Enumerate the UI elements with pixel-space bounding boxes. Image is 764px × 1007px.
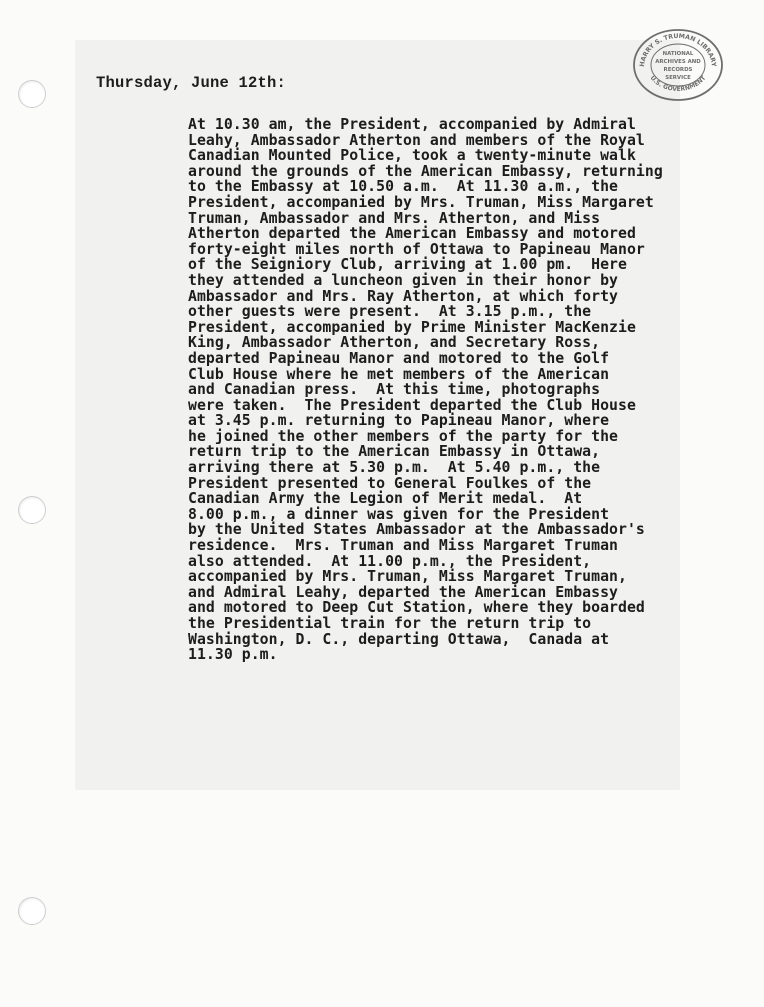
body-line: forty-eight miles north of Ottawa to Papineau Manor	[188, 240, 645, 258]
punch-hole-middle	[18, 496, 46, 524]
body-line: Canadian Army the Legion of Merit medal. At	[188, 490, 583, 508]
body-line: the Presidential train for the return trip to	[188, 615, 592, 632]
body-line: and Canadian press. At this time, photographs	[188, 381, 601, 399]
body-line: Leahy, Ambassador Atherton and members of the Royal	[188, 131, 645, 149]
body-line: accompanied by Mrs. Truman, Miss Margaret Truman,	[188, 568, 627, 586]
stamp-ring-top: HARRY S. TRUMAN LIBRARY	[638, 32, 718, 68]
entry-date-heading: Thursday, June 12th:	[96, 74, 287, 92]
body-line: Ambassador and Mrs. Ray Atherton, at which forty	[188, 287, 619, 305]
body-line: around the grounds of the American Embassy, returning	[188, 162, 663, 180]
archive-stamp	[632, 28, 724, 102]
body-line: Atherton departed the American Embassy and motored	[188, 225, 636, 243]
body-line: return trip to the American Embassy in Ottawa,	[188, 443, 601, 461]
body-line: he joined the other members of the party for the	[188, 427, 619, 445]
body-line: departed Papineau Manor and motored to the Golf	[188, 349, 610, 367]
body-line: President presented to General Foulkes of the	[188, 474, 592, 492]
stamp-center-line-1: NATIONAL	[662, 51, 694, 57]
stamp-ring-bottom: U.S. GOVERNMENT	[648, 74, 708, 93]
body-line: President, accompanied by Prime Minister MacKenzie	[188, 318, 636, 336]
body-line: of the Seigniory Club, arriving at 1.00 pm. Here	[188, 256, 627, 274]
body-line: King, Ambassador Atherton, and Secretary Ross,	[188, 334, 601, 352]
body-line: they attended a luncheon given in their honor by	[188, 271, 619, 289]
body-line: also attended. At 11.00 p.m., the President,	[188, 552, 592, 570]
stamp-center-line-2: ARCHIVES AND	[655, 59, 701, 65]
body-line: Club House where he met members of the American	[188, 365, 610, 383]
body-line: 8.00 p.m., a dinner was given for the President	[188, 505, 610, 523]
body-line: and Admiral Leahy, departed the American Embassy	[188, 583, 619, 601]
body-line: 11.30 p.m.	[188, 646, 278, 664]
body-line: at 3.45 p.m. returning to Papineau Manor, where	[188, 412, 610, 430]
body-line: Washington, D. C., departing Ottawa, Canada at	[188, 630, 610, 648]
stamp-center-line-3: RECORDS	[663, 67, 693, 73]
body-line: President, accompanied by Mrs. Truman, Miss Margaret	[188, 193, 654, 211]
entry-body	[188, 117, 688, 663]
body-line: arriving there at 5.30 p.m. At 5.40 p.m., the	[188, 459, 601, 477]
punch-hole-bottom	[18, 897, 46, 925]
body-line: and motored to Deep Cut Station, where they boarded	[188, 599, 645, 617]
body-line: were taken. The President departed the Club House	[188, 396, 636, 414]
body-line: At 10.30 am, the President, accompanied by Admiral	[188, 116, 636, 133]
body-line: residence. Mrs. Truman and Miss Margaret Truman	[188, 537, 619, 555]
stamp-center-line-4: SERVICE	[665, 75, 691, 81]
body-line: by the United States Ambassador at the Ambassador's	[188, 521, 645, 539]
body-line: Truman, Ambassador and Mrs. Atherton, and Miss	[188, 209, 601, 227]
body-line: other guests were present. At 3.15 p.m., the	[188, 303, 592, 321]
body-line: to the Embassy at 10.50 a.m. At 11.30 a.m., the	[188, 178, 619, 196]
punch-hole-top	[18, 80, 46, 108]
body-line: Canadian Mounted Police, took a twenty-minute walk	[188, 147, 636, 165]
